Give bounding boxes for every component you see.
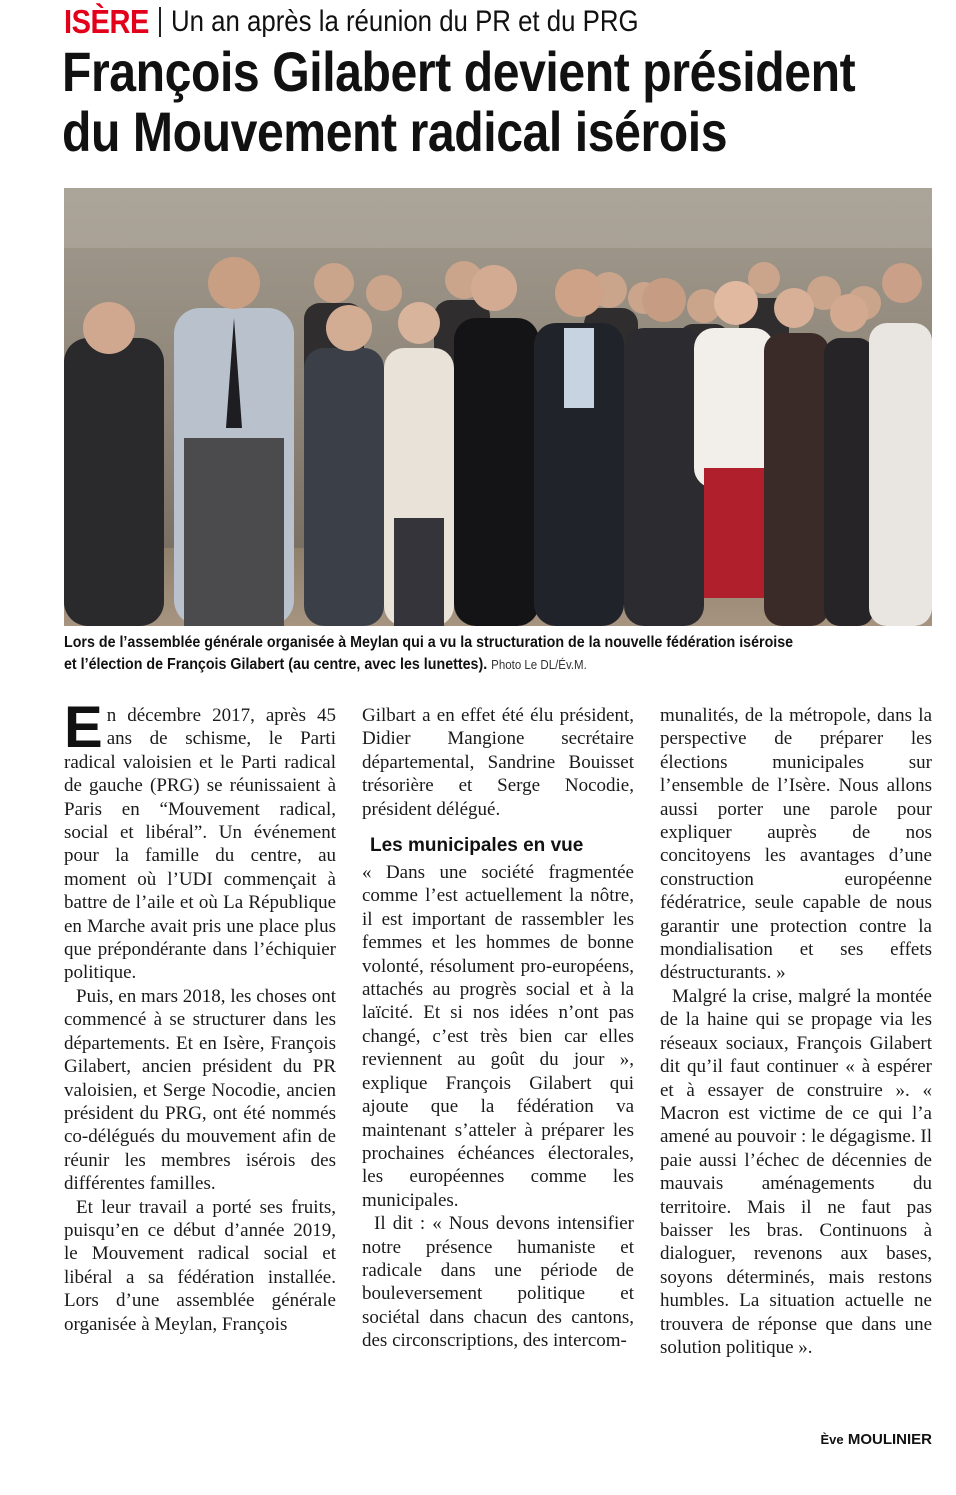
paragraph-2: Puis, en mars 2018, les choses ont commencé à se structurer dans les départements. Et en Isère, François Gilabert, ancien président du PR valoisien, et Serge Nocodie, ancien président du PRG, ont été nommés co-délégués du mouvement afin de réunir les membres isérois des différentes familles. [64, 985, 336, 1195]
paragraph-3: Et leur travail a porté ses fruits, puisqu’en ce début d’année 2019, le Mouvement radical social et libéral a sa fédération installée. Lors d’une assemblée générale organisée à Meylan, François [64, 1196, 336, 1335]
paragraph-1-text: n décembre 2017, après 45 ans de schisme, le Parti radical valoisien et le Parti radical de gauche (PRG) se réunissaient à Paris en “Mouvement radical, social et libéral”. Un événement pour la famille du centre, au moment où l’UDI commençait à battre de l’aile et où La République en Marche avait pris une place plus que prépondérante dans l’échiquier politique. [64, 705, 336, 984]
caption-line-2 [64, 654, 864, 676]
group-photo-illustration [64, 188, 932, 626]
article-column-3 [660, 704, 932, 1359]
dropcap: E [64, 695, 103, 760]
paragraph-5: « Dans une société fragmentée comme l’est actuellement la nôtre, il est important de rassembler les femmes et les hommes de bonne volonté, résolument pro-européens, attachés au progrès social et à la laïcité. Et si nos idées n’ont pas changé, c’est très bien car elles reviennent au goût du jour », explique François Gilabert qui ajoute que la fédération va maintenant s’atteler à préparer les prochaines échéances électorales, les européennes comme les municipales. [362, 862, 634, 1211]
paragraph-1 [64, 695, 336, 985]
paragraph-8: Malgré la crise, malgré la montée de la haine qui se propage via les réseaux sociaux, François Gilabert dit qu’il faut continuer « à espérer et à essayer de construire ». « Macron est victime de ce qui l’a amené au pouvoir : le dégagisme. Il paie aussi l’échec de décennies de mauvais aménagements du territoire. Mais il ne faut pas baisser les bras. Continuons à dialoguer, revenons aux bases, soyons déterminés, mais restons humbles. La situation actuelle ne trouvera de réponse que dans une solution politique ». [660, 985, 932, 1358]
headline-line-1: François Gilabert devient président [62, 40, 856, 103]
subheading: Les municipales en vue [370, 835, 584, 857]
caption-line-1: Lors de l’assemblée générale organisée à Meylan qui a vu la structuration de la nouvelle fédération iséroise [64, 634, 794, 651]
kicker [64, 4, 714, 40]
article-column-2 [362, 704, 634, 1353]
group-photo [64, 188, 932, 626]
author-last-name: MOULINIER [847, 1431, 932, 1448]
paragraph-7: munalités, de la métropole, dans la perspective de préparer les élections municipales sur l’ensemble de l’Isère. Nous allons aussi porter une parole pour expliquer auprès de nos concitoyens les avantages d’une construction européenne fédératrice, seule capable de nous garantir une protection contre la mondialisation et ses effets déstructurants. » [660, 705, 932, 984]
photo-caption [64, 632, 934, 676]
author-signature [821, 1431, 932, 1448]
paragraph-4: Gilbart a en effet été élu président, Didier Mangione secrétaire départemental, Sandrine Bouisset trésorière et Serge Nocodie, président délégué. [362, 705, 634, 820]
photo-credit: Photo Le DL/Év.M. [491, 658, 587, 672]
article-column-1 [64, 695, 336, 1336]
kicker-text: Un an après la réunion du PR et du PRG [170, 5, 639, 38]
caption-line-2-text: et l’élection de François Gilabert (au centre, avec les lunettes). [64, 656, 488, 673]
kicker-divider [159, 7, 161, 37]
headline-line-2: du Mouvement radical isérois [62, 100, 728, 163]
headline [62, 42, 956, 162]
section-label: ISÈRE [64, 3, 149, 40]
author-first-name: Ève [820, 1432, 844, 1447]
paragraph-6: Il dit : « Nous devons intensifier notre présence humaniste et radicale dans une période de bouleversement politique et sociétal dans chacun des cantons, des circonscriptions, des intercom- [362, 1213, 634, 1352]
